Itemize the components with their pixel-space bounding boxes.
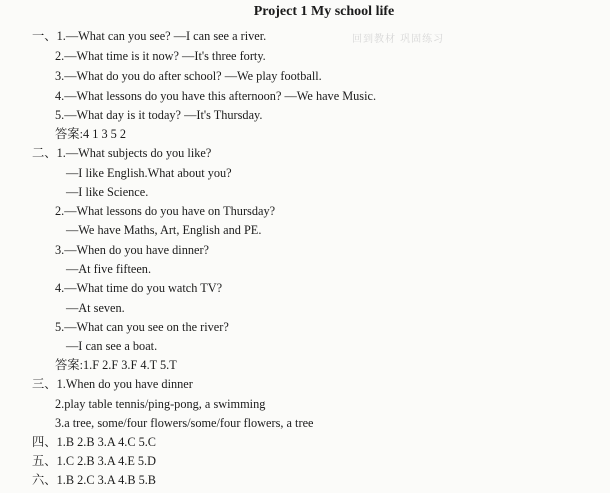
answer-line: 3.a tree, some/four flowers/some/four flowers, a tree [55, 416, 314, 430]
answer-line: 六、1.B 2.C 3.A 4.B 5.B [32, 473, 157, 487]
answer-line: 3.—What do you do after school? —We play football. [55, 69, 322, 83]
answer-line: —At five fifteen. [66, 262, 152, 276]
answer-line: 三、1.When do you have dinner [32, 377, 193, 391]
answer-line: —I can see a boat. [66, 339, 158, 353]
answer-line: 2.play table tennis/ping-pong, a swimming [55, 397, 266, 411]
faded-header-text: 回到教材 巩固练习 [352, 34, 445, 45]
page-title: Project 1 My school life [253, 4, 395, 19]
answer-line: —At seven. [66, 301, 125, 315]
answer-line: 五、1.C 2.B 3.A 4.E 5.D [32, 454, 157, 468]
answer-line: 4.—What time do you watch TV? [55, 281, 223, 295]
answer-line: 2.—What lessons do you have on Thursday? [55, 204, 276, 218]
answer-key-line: 答案:4 1 3 5 2 [55, 127, 127, 141]
answer-line: 4.—What lessons do you have this afternoon? —We have Music. [55, 89, 377, 103]
answer-key-line: 答案:1.F 2.F 3.F 4.T 5.T [55, 358, 177, 372]
answer-line: 5.—What can you see on the river? [55, 320, 229, 334]
answer-line: 3.—When do you have dinner? [55, 243, 210, 257]
answer-line: —I like Science. [66, 185, 149, 199]
answer-line: —I like English.What about you? [66, 166, 232, 180]
answer-line: —We have Maths, Art, English and PE. [66, 223, 262, 237]
answer-line: 2.—What time is it now? —It's three forty. [55, 49, 266, 63]
answer-line: 5.—What day is it today? —It's Thursday. [55, 108, 263, 122]
answer-line: 一、1.—What can you see? —I can see a river. [32, 29, 267, 43]
answer-line: 四、1.B 2.B 3.A 4.C 5.C [32, 435, 157, 449]
answer-line: 二、1.—What subjects do you like? [32, 146, 212, 160]
